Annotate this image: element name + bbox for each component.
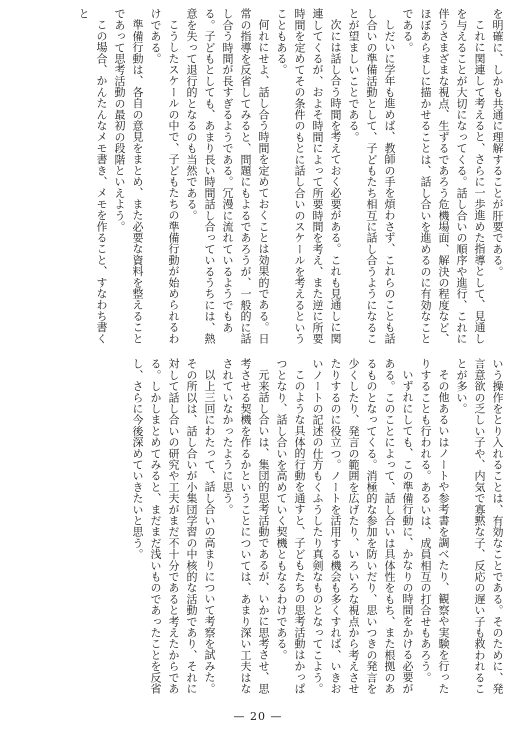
paragraph: このような具体的行動を通すと、子どもたちの思考活動はかっぱつとなり、話し合いを高めていく契機ともなるわけである。 [275,358,306,694]
paragraph: いずれにしても、この準備行動に、かなりの時間をかける必要がある。このことによって、話し合いは具体性をもち、また根拠のあるものとなってくる。消極的な参加を防いだり、思いつきの発言を少くしたり、発言の範囲を広げたり、いろいろな視点から考えさせたりするのに役立つ。ノートを活用する機会も多くすれば、いきおいノートの記述の仕方もくふうしたり真剣なものとなってこよう。 [311,358,414,694]
lower-text-block [6,358,506,698]
paragraph: これに関連して考えると、さらに一歩進めた指導として、見通しを与えることが大切になってくる。話し合いの順序や進行、これに伴うさまざまな視点、生ずるであろう危機場面、解決の程度など、ほぼあらましに描かせることは、話し合いを進めるのに有効なことである。 [401,8,486,344]
paragraph: を明確に、しかも共通に理解することが肝要である。 [491,8,504,277]
paragraph: 準備行動は、各自の意見をまとめ、また必要な資料を整えることであって思考活動の最初の段階といえよう。 [113,8,144,344]
page-number: — 20 — [233,710,283,723]
paragraph: 次には話し合う時間を考えておく必要がある。これも見通しに関連してくるが、およそ時間によって所要時間を考え、また逆に所要時間を定めてその条件のもとに話し合いのスケールを考えるということもある。 [275,8,342,344]
paragraph: 元来話し合いは、集団的思考活動であるが、いかに思考させ、思考させる契機を作るかということについては、あまり深い工夫はなされていなかったように思う。 [221,358,270,694]
paragraph: 何れにせよ、話し合う時間を定めておくことは効果的である。日常の指導を反省してみると、問題にもよるであろうが、一般的に話し合う時間が長すぎるようである。冗漫に流れているようでもある。子どもとしても、あまり長い時間話し合っているうちには、熱意を失って退行的となるのも当然である。 [185,8,270,344]
paragraph: 以上三回にわたって、話し合いの高まりについて考察を試みた。その所以は、話し合いが小集団学習の中核的な活動であり、それに対して話し合いの研究や工夫がまだ不十分であると考えたからである。しかしまとめてみると、まだまだ浅いものであったことを反省し、さらに今後深めていきたいと思う。 [131,358,216,694]
upper-text-block [6,8,506,348]
paragraph: こうしたスケールの中で、子どもたちの準備行動が始められるわけである。 [149,8,180,344]
paragraph: その他あるいはノートや参考書を調べたり、観察や実験を行ったりすることも行われる。あるいは、成員相互の打合せもあろう。 [419,358,450,694]
paragraph: いう操作をとり入れることは、有効なことである。そのために、発言意欲の乏しい子や、内気で寡黙な子、反応の遅い子も救われることが多い。 [455,358,504,694]
paragraph: しだいに学年も進めば、教師の手を煩わさず、これらのことも話し合いの準備活動として、子どもたち相互に話し合うようになることが望ましいことである。 [347,8,396,344]
paragraph: この場合、かんたんなメモ書き、メモを作ること、すなわち書くと [77,8,108,344]
